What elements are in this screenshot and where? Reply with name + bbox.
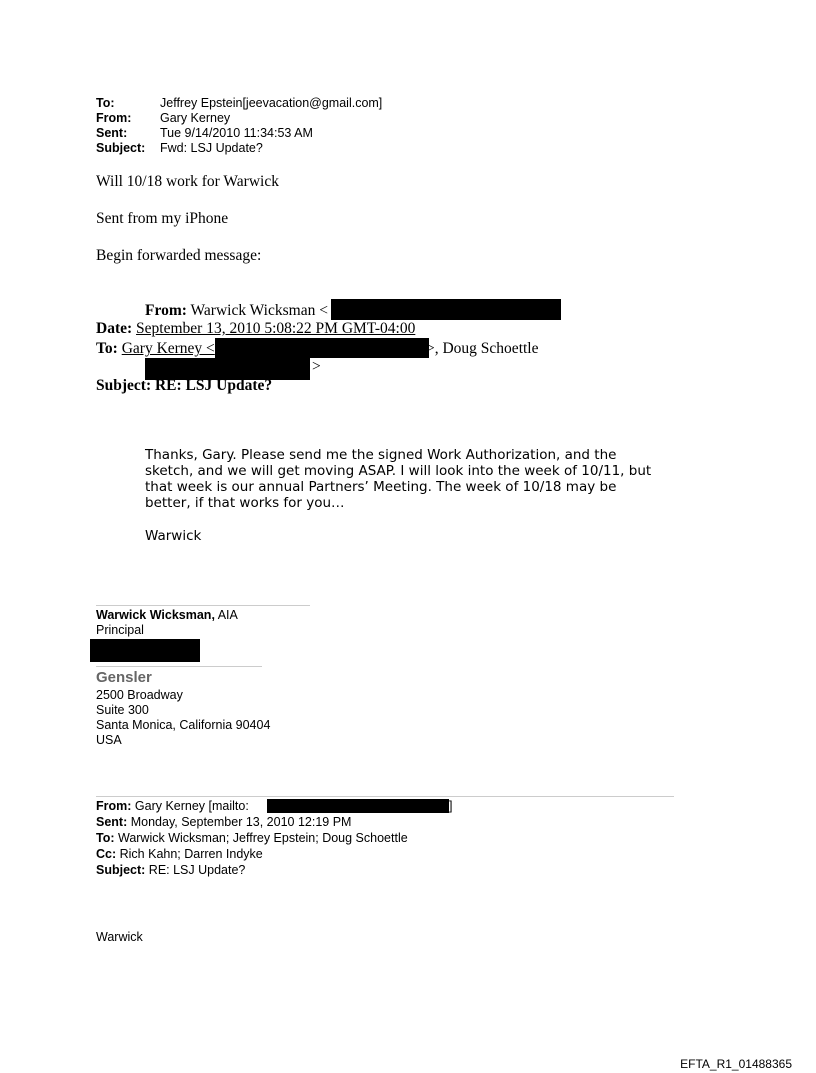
fwd-date-label: Date:: [96, 320, 133, 337]
orig-sent-row: [96, 815, 351, 830]
fwd-to-value-2: >, Doug Schoettle: [426, 340, 539, 357]
signature-address-4: USA: [96, 733, 122, 747]
signature-address-3: Santa Monica, California 90404: [96, 718, 271, 732]
body-line-3: Begin forwarded message:: [96, 247, 262, 264]
signature-company: Gensler: [96, 669, 152, 686]
header-subject-row: [96, 141, 263, 156]
reply-line-4: better, if that works for you…: [145, 495, 345, 511]
redaction-block: [90, 639, 200, 662]
fwd-subject-label: Subject:: [96, 377, 152, 394]
orig-from-row: [96, 799, 249, 814]
redaction-block: [331, 299, 561, 320]
orig-from-value: Gary Kerney [mailto:: [131, 799, 249, 813]
orig-body: Warwick: [96, 930, 143, 944]
orig-to-value: Warwick Wicksman; Jeffrey Epstein; Doug Schoettle: [114, 831, 408, 845]
orig-subject-label: Subject:: [96, 863, 146, 877]
fwd-subject-row: [96, 377, 272, 395]
sent-value: Tue 9/14/2010 11:34:53 AM: [160, 126, 313, 140]
signature-credential: AIA: [214, 608, 238, 622]
orig-cc-label: Cc:: [96, 847, 117, 861]
orig-cc-value: Rich Kahn; Darren Indyke: [116, 847, 263, 861]
signature-divider: [96, 666, 262, 667]
signature-address-1: 2500 Broadway: [96, 688, 183, 702]
reply-signoff: Warwick: [145, 528, 202, 544]
fwd-subject-value: RE: LSJ Update?: [154, 377, 273, 394]
reply-line-3: that week is our annual Partners’ Meeting. The week of 10/18 may be: [145, 479, 617, 495]
fwd-to-row: [96, 340, 215, 358]
fwd-date-row: [96, 320, 415, 338]
subject-value: Fwd: LSJ Update?: [160, 141, 263, 155]
header-from-row: [96, 111, 230, 126]
redaction-block: [267, 799, 449, 813]
to-value: Jeffrey Epstein[jeevacation@gmail.com]: [160, 96, 383, 110]
signature-title: Principal: [96, 623, 144, 637]
signature-name-row: [96, 608, 238, 623]
fwd-from-row: [145, 302, 328, 320]
reply-line-2: sketch, and we will get moving ASAP. I will look into the week of 10/11, but: [145, 463, 652, 479]
fwd-from-label: From:: [145, 302, 187, 319]
subject-label: Subject:: [96, 141, 146, 155]
header-to-row: [96, 96, 382, 111]
to-label: To:: [96, 96, 115, 110]
orig-from-end: ]: [449, 799, 453, 813]
reply-line-1: Thanks, Gary. Please send me the signed Work Authorization, and the: [145, 447, 617, 463]
orig-subject-row: [96, 863, 245, 878]
fwd-date-value: September 13, 2010 5:08:22 PM GMT-04:00: [136, 320, 416, 337]
orig-from-label: From:: [96, 799, 132, 813]
body-line-1: Will 10/18 work for Warwick: [96, 173, 279, 190]
orig-cc-row: [96, 847, 263, 862]
header-sent-row: [96, 126, 313, 141]
signature-address-2: Suite 300: [96, 703, 149, 717]
orig-sent-label: Sent:: [96, 815, 128, 829]
fwd-from-value: Warwick Wicksman <: [190, 302, 328, 319]
redaction-block: [215, 338, 429, 358]
document-id: EFTA_R1_01488365: [680, 1057, 792, 1071]
body-line-2: Sent from my iPhone: [96, 210, 229, 227]
orig-sent-value: Monday, September 13, 2010 12:19 PM: [127, 815, 352, 829]
fwd-to-label: To:: [96, 340, 118, 357]
from-label: From:: [96, 111, 132, 125]
signature-divider: [96, 605, 310, 606]
orig-subject-value: RE: LSJ Update?: [145, 863, 246, 877]
from-value: Gary Kerney: [160, 111, 231, 125]
orig-to-row: [96, 831, 408, 846]
fwd-to-value: Gary Kerney <: [121, 340, 215, 357]
signature-name: Warwick Wicksman,: [96, 608, 215, 622]
fwd-to-value-3: >: [312, 358, 321, 375]
orig-to-label: To:: [96, 831, 115, 845]
sent-label: Sent:: [96, 126, 128, 140]
original-divider: [96, 796, 674, 797]
